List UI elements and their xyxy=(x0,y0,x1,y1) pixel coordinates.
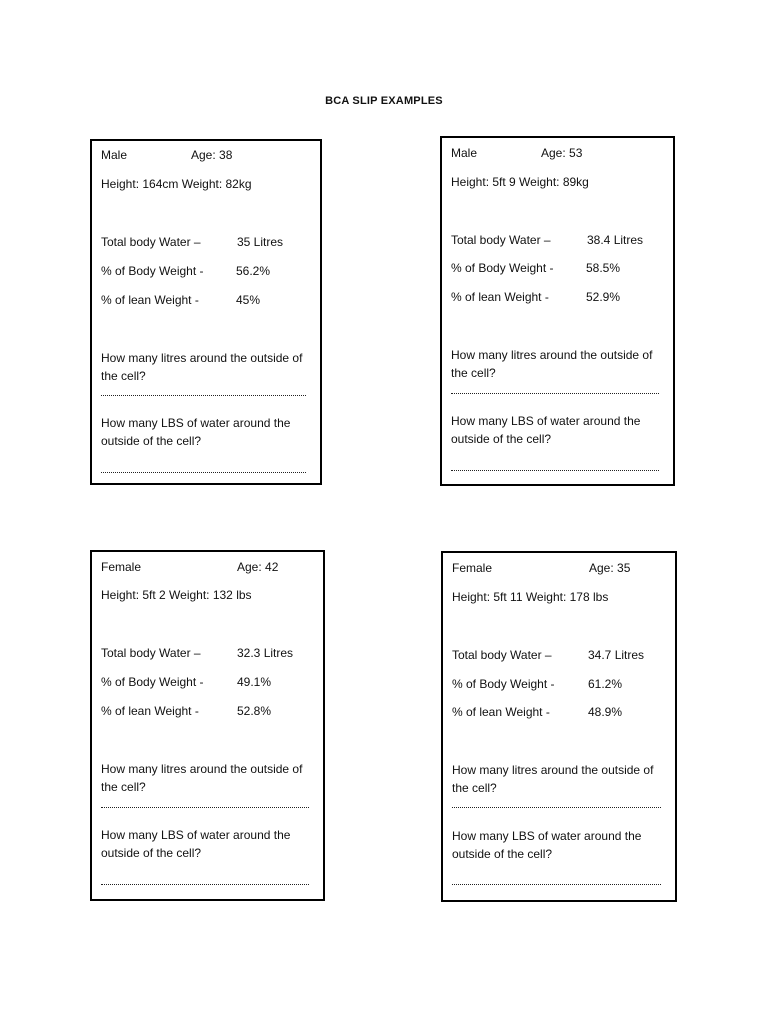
total-water-value: 34.7 Litres xyxy=(588,648,645,662)
question-lbs: How many LBS of water around the outside of the cell? xyxy=(452,829,642,861)
total-water-row xyxy=(452,646,669,664)
sex-label: Male xyxy=(451,146,478,160)
bca-slip-3 xyxy=(90,550,325,901)
body-weight-row xyxy=(101,262,314,280)
body-weight-row xyxy=(452,675,669,693)
body-weight-value: 56.2% xyxy=(236,264,271,278)
question-lbs: How many LBS of water around the outside of the cell? xyxy=(101,416,291,448)
bca-slip-2 xyxy=(440,136,675,486)
answer-line-lbs xyxy=(101,472,306,473)
age-label: Age: 38 xyxy=(191,148,233,162)
sex-age-row xyxy=(101,146,314,164)
body-weight-value: 49.1% xyxy=(237,675,272,689)
sex-label: Female xyxy=(101,560,142,574)
lean-weight-value: 45% xyxy=(236,293,261,307)
sex-label: Female xyxy=(452,561,493,575)
body-weight-label: % of Body Weight - xyxy=(451,261,554,275)
sex-age-row xyxy=(451,144,667,162)
lean-weight-row xyxy=(101,291,314,309)
question-litres: How many litres around the outside of the cell? xyxy=(452,763,654,795)
lean-weight-row xyxy=(452,703,669,721)
lean-weight-label: % of lean Weight - xyxy=(452,705,550,719)
bca-slip-1 xyxy=(90,139,322,485)
sex-label: Male xyxy=(101,148,128,162)
answer-line-litres xyxy=(101,395,306,396)
lean-weight-label: % of lean Weight - xyxy=(101,704,199,718)
total-water-label: Total body Water – xyxy=(101,646,201,660)
age-label: Age: 42 xyxy=(237,560,279,574)
total-water-label: Total body Water – xyxy=(451,233,551,247)
answer-line-litres xyxy=(451,393,659,394)
lean-weight-value: 52.8% xyxy=(237,704,272,718)
lean-weight-row xyxy=(101,702,317,720)
lean-weight-label: % of lean Weight - xyxy=(101,293,199,307)
answer-line-litres xyxy=(452,807,661,808)
total-water-row xyxy=(451,231,667,249)
total-water-label: Total body Water – xyxy=(452,648,552,662)
body-weight-value: 61.2% xyxy=(588,677,623,691)
question-litres: How many litres around the outside of the cell? xyxy=(451,348,653,380)
total-water-value: 32.3 Litres xyxy=(237,646,294,660)
question-lbs: How many LBS of water around the outside of the cell? xyxy=(101,828,291,860)
body-weight-label: % of Body Weight - xyxy=(101,675,204,689)
page-title: BCA SLIP EXAMPLES xyxy=(325,95,443,107)
height-weight-row: Height: 5ft 11 Weight: 178 lbs xyxy=(452,590,609,604)
question-litres: How many litres around the outside of the cell? xyxy=(101,351,303,383)
lean-weight-label: % of lean Weight - xyxy=(451,290,549,304)
body-weight-label: % of Body Weight - xyxy=(101,264,204,278)
total-water-value: 35 Litres xyxy=(237,235,284,249)
lean-weight-value: 52.9% xyxy=(586,290,621,304)
bca-slip-4 xyxy=(441,551,677,902)
sex-age-row xyxy=(101,558,317,576)
lean-weight-value: 48.9% xyxy=(588,705,623,719)
height-weight-row: Height: 164cm Weight: 82kg xyxy=(101,177,252,191)
question-litres: How many litres around the outside of the cell? xyxy=(101,762,303,794)
age-label: Age: 35 xyxy=(589,561,631,575)
body-weight-label: % of Body Weight - xyxy=(452,677,555,691)
body-weight-value: 58.5% xyxy=(586,261,621,275)
lean-weight-row xyxy=(451,288,667,306)
age-label: Age: 53 xyxy=(541,146,583,160)
height-weight-row: Height: 5ft 9 Weight: 89kg xyxy=(451,175,589,189)
total-water-row xyxy=(101,644,317,662)
answer-line-litres xyxy=(101,807,309,808)
question-lbs: How many LBS of water around the outside of the cell? xyxy=(451,414,641,446)
total-water-label: Total body Water – xyxy=(101,235,201,249)
answer-line-lbs xyxy=(101,884,309,885)
answer-line-lbs xyxy=(452,884,661,885)
body-weight-row xyxy=(451,259,667,277)
height-weight-row: Height: 5ft 2 Weight: 132 lbs xyxy=(101,588,252,602)
sex-age-row xyxy=(452,559,669,577)
total-water-row xyxy=(101,233,314,251)
total-water-value: 38.4 Litres xyxy=(587,233,644,247)
answer-line-lbs xyxy=(451,470,659,471)
body-weight-row xyxy=(101,673,317,691)
